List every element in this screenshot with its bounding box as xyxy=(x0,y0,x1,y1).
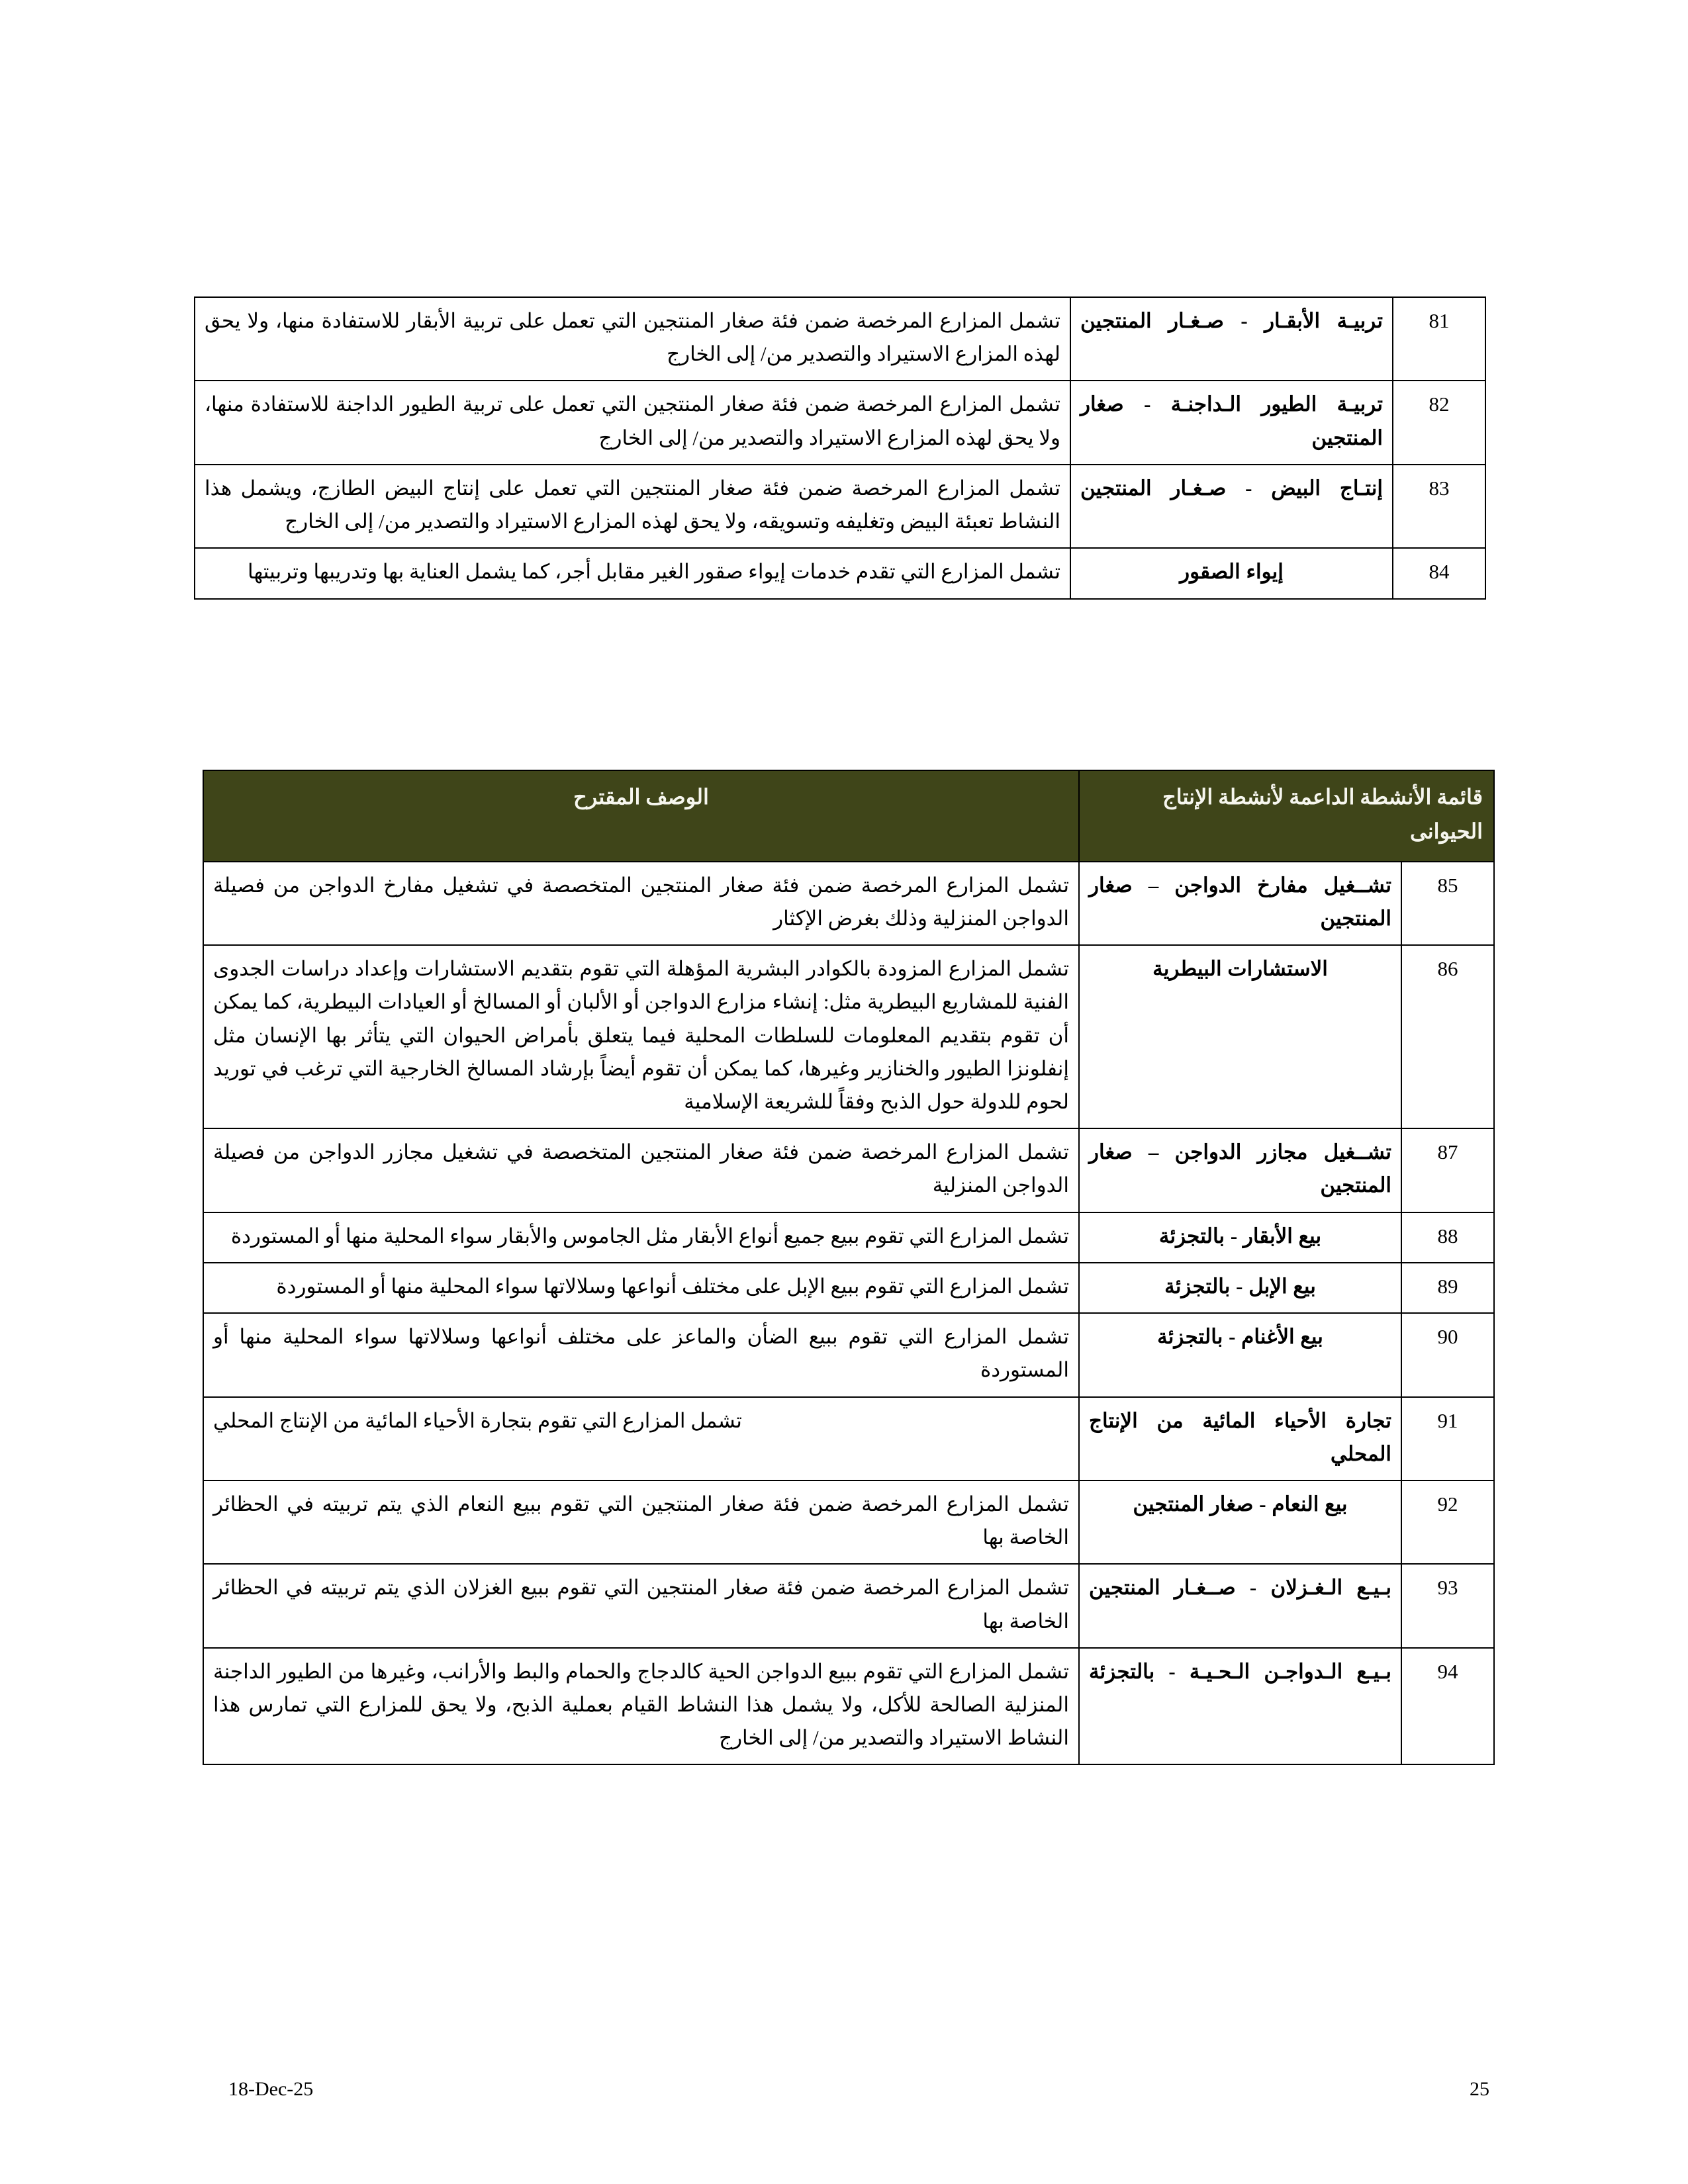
table-row xyxy=(203,1480,1494,1564)
row-number: 88 xyxy=(1401,1212,1494,1263)
activity-name: إيواء الصقور xyxy=(1070,548,1393,598)
table-row xyxy=(203,1263,1494,1313)
activity-description: تشمل المزارع التي تقوم ببيع الضأن والماعز على مختلف أنواعها وسلالاتها سواء المحلية منها أو المستوردة xyxy=(203,1313,1079,1396)
table-row xyxy=(203,862,1494,945)
activity-name: الاستشارات البيطرية xyxy=(1079,945,1401,1128)
activity-name: بيع الأبقار - بالتجزئة xyxy=(1079,1212,1401,1263)
column-header-activity: قائمة الأنشطة الداعمة لأنشطة الإنتاج الحيوانى xyxy=(1079,770,1494,862)
activity-description: تشمل المزارع المرخصة ضمن فئة صغار المنتجين التي تقوم ببيع الغزلان الذي يتم تربيته في الحظائر الخاصة بها xyxy=(203,1564,1079,1647)
row-number: 92 xyxy=(1401,1480,1494,1564)
activity-description: تشمل المزارع المرخصة ضمن فئة صغار المنتجين المتخصصة في تشغيل مفارخ الدواجن من فصيلة الدواجن المنزلية وذلك بغرض الإكثار xyxy=(203,862,1079,945)
table-header-row xyxy=(203,770,1494,862)
activity-description: تشمل المزارع المرخصة ضمن فئة صغار المنتجين التي تعمل على تربية الأبقار للاستفادة منها، ولا يحق لهذه المزارع الاستيراد والتصدير من/ إلى الخارج xyxy=(195,297,1070,381)
row-number: 84 xyxy=(1393,548,1485,598)
table-row xyxy=(195,381,1485,464)
table-one-body xyxy=(195,297,1485,599)
activity-name: بـيـع الـدواجـن الـحـيـة - بالتجزئة xyxy=(1079,1648,1401,1765)
row-number: 90 xyxy=(1401,1313,1494,1396)
activity-name: بيع الأغنام - بالتجزئة xyxy=(1079,1313,1401,1396)
activity-name: إنتـاج البيض - صـغـار المنتجين xyxy=(1070,465,1393,548)
table-row xyxy=(203,1564,1494,1647)
table-row xyxy=(195,465,1485,548)
activity-name: تشــغيل مجازر الدواجن – صغار المنتجين xyxy=(1079,1128,1401,1212)
activity-name: تشــغيل مفارخ الدواجن – صغار المنتجين xyxy=(1079,862,1401,945)
activity-name: تجارة الأحياء المائية من الإنتاج المحلي xyxy=(1079,1397,1401,1480)
activity-description: تشمل المزارع المرخصة ضمن فئة صغار المنتجين التي تقوم ببيع النعام الذي يتم تربيته في الحظائر الخاصة بها xyxy=(203,1480,1079,1564)
table-two-head xyxy=(203,770,1494,862)
row-number: 93 xyxy=(1401,1564,1494,1647)
table-row xyxy=(203,1397,1494,1480)
table-row xyxy=(203,1313,1494,1396)
table-row xyxy=(203,1648,1494,1765)
table-row xyxy=(203,945,1494,1128)
page-footer xyxy=(0,2078,1688,2118)
row-number: 91 xyxy=(1401,1397,1494,1480)
activity-description: تشمل المزارع التي تقوم ببيع الإبل على مختلف أنواعها وسلالاتها سواء المحلية منها أو المستوردة xyxy=(203,1263,1079,1313)
row-number: 82 xyxy=(1393,381,1485,464)
row-number: 89 xyxy=(1401,1263,1494,1313)
activity-name: بـيـع الـغـزلان - صــغـار المنتجين xyxy=(1079,1564,1401,1647)
activity-description: تشمل المزارع المرخصة ضمن فئة صغار المنتجين التي تعمل على إنتاج البيض الطازج، ويشمل هذا النشاط تعبئة البيض وتغليفه وتسويقه، ولا يحق لهذه المزارع الاستيراد والتصدير من/ إلى الخارج xyxy=(195,465,1070,548)
table-row xyxy=(195,548,1485,598)
row-number: 85 xyxy=(1401,862,1494,945)
row-number: 86 xyxy=(1401,945,1494,1128)
supporting-activities-table xyxy=(203,770,1495,1765)
activity-name: تربيـة الأبقـار - صـغـار المنتجين xyxy=(1070,297,1393,381)
table-two-body xyxy=(203,862,1494,1765)
activity-description: تشمل المزارع التي تقوم بتجارة الأحياء المائية من الإنتاج المحلي xyxy=(203,1397,1079,1480)
column-header-description: الوصف المقترح xyxy=(203,770,1079,862)
footer-page-number: 25 xyxy=(1470,2078,1489,2100)
activity-description: تشمل المزارع التي تقوم ببيع جميع أنواع الأبقار مثل الجاموس والأبقار سواء المحلية منها أو المستوردة xyxy=(203,1212,1079,1263)
activity-description: تشمل المزارع المزودة بالكوادر البشرية المؤهلة التي تقوم بتقديم الاستشارات وإعداد دراسات الجدوى الفنية للمشاريع البيطرية مثل: إنشاء مزارع الدواجن أو الألبان أو المسالخ أو العيادات البيطرية، كما يمكن أن تقوم بتقديم المعلومات للسلطات المحلية فيما يتعلق بأمراض الحيوان التي يتأثر بها الإنسان مثل إنفلونزا الطيور والخنازير وغيرها، كما يمكن أن تقوم أيضاً بإرشاد المسالخ الخارجية التي ترغب في توريد لحوم للدولة حول الذبح وفقاً للشريعة الإسلامية xyxy=(203,945,1079,1128)
table-row xyxy=(203,1128,1494,1212)
activity-name: بيع الإبل - بالتجزئة xyxy=(1079,1263,1401,1313)
activity-description: تشمل المزارع المرخصة ضمن فئة صغار المنتجين المتخصصة في تشغيل مجازر الدواجن من فصيلة الدواجن المنزلية xyxy=(203,1128,1079,1212)
activity-name: بيع النعام - صغار المنتجين xyxy=(1079,1480,1401,1564)
row-number: 94 xyxy=(1401,1648,1494,1765)
footer-date: 18-Dec-25 xyxy=(228,2078,314,2100)
row-number: 83 xyxy=(1393,465,1485,548)
table-row xyxy=(195,297,1485,381)
table-row xyxy=(203,1212,1494,1263)
activity-description: تشمل المزارع التي تقوم ببيع الدواجن الحية كالدجاج والحمام والبط والأرانب، وغيرها من الطيور الداجنة المنزلية الصالحة للأكل، ولا يشمل هذا النشاط القيام بعملية الذبح، ولا يحق للمزارع التي تمارس هذا النشاط الاستيراد والتصدير من/ إلى الخارج xyxy=(203,1648,1079,1765)
activities-table-continued xyxy=(194,296,1486,600)
row-number: 81 xyxy=(1393,297,1485,381)
activity-name: تربيـة الطيور الـداجنـة - صغار المنتجين xyxy=(1070,381,1393,464)
activity-description: تشمل المزارع التي تقدم خدمات إيواء صقور الغير مقابل أجر، كما يشمل العناية بها وتدريبها وتربيتها xyxy=(195,548,1070,598)
row-number: 87 xyxy=(1401,1128,1494,1212)
activity-description: تشمل المزارع المرخصة ضمن فئة صغار المنتجين التي تعمل على تربية الطيور الداجنة للاستفادة منها، ولا يحق لهذه المزارع الاستيراد والتصدير من/ إلى الخارج xyxy=(195,381,1070,464)
